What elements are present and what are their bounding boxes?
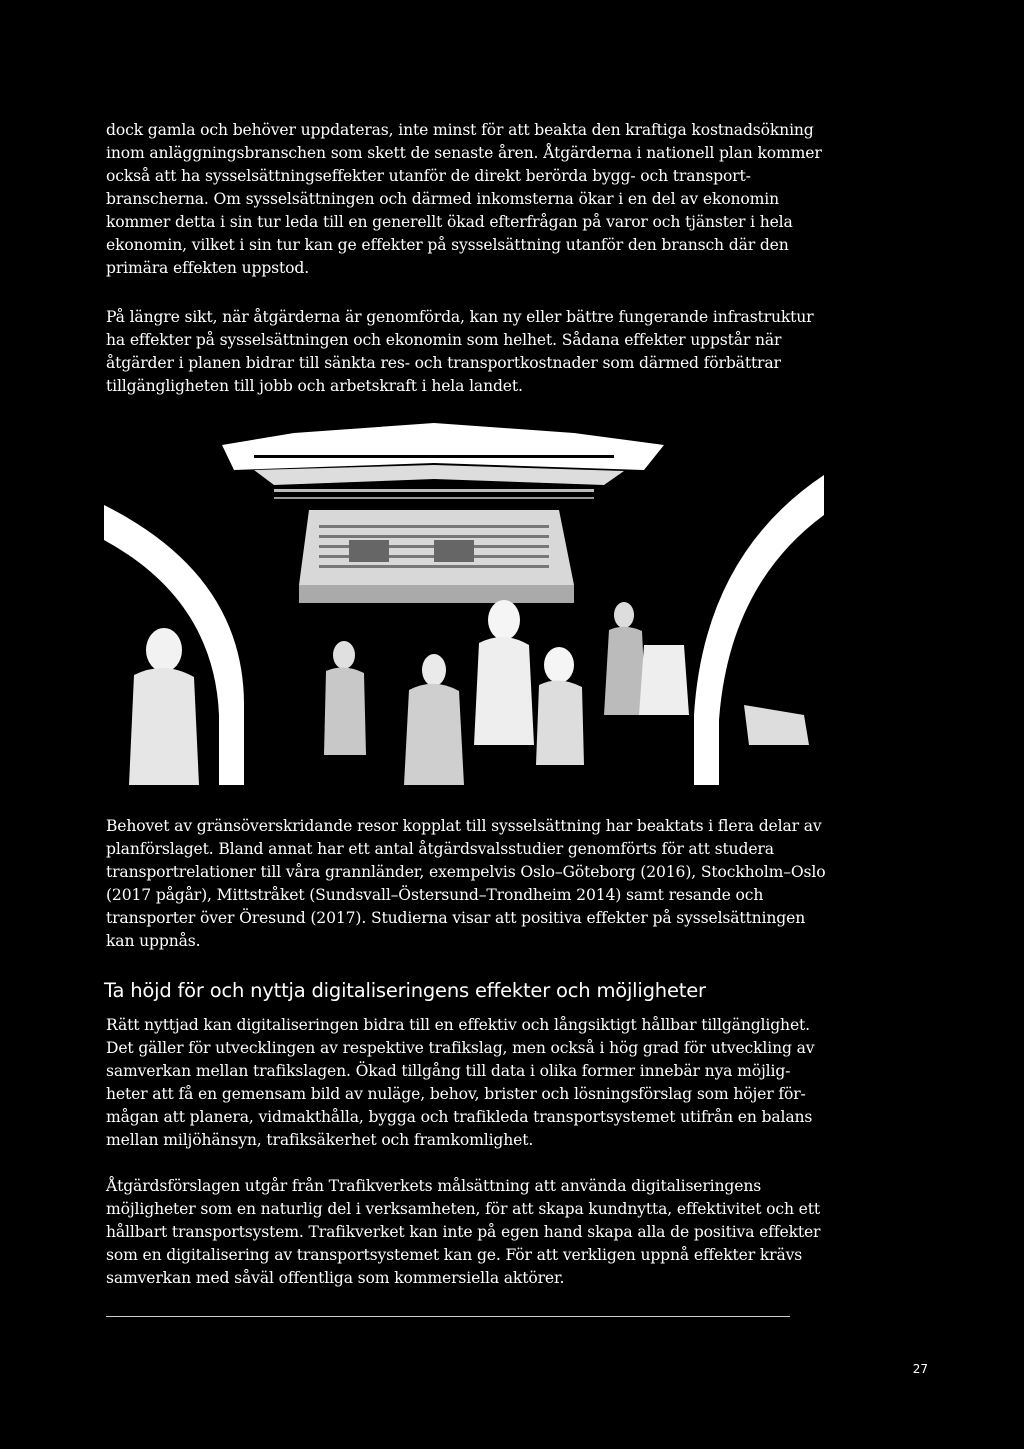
body-paragraph-cross-border: Behovet av gränsöverskridande resor kopplat till sysselsättning har beaktats i flera delar av planförslaget. Bland annat har ett antal åtgärdsvalsstudier genomförts för att studera transportrelationer till våra grannländer, exempelvis Oslo–Göteborg (2016), Stockholm–Oslo (2017 pågår), Mittstråket (Sundsvall–Östersund–Trondheim 2014) samt resande och transporter över Öresund (2017). Studierna visar att positiva effekter på sysselsättningen kan uppnås. (106, 817, 826, 950)
body-paragraph-long-term-effects: På längre sikt, när åtgärderna är genomförda, kan ny eller bättre fungerande infrastruktur ha effekter på sysselsättningen och ekonomin som helhet. Sådana effekter uppstår när åtgärder i planen bidrar till sänkta res- och transportkostnader som därmed förbättrar tillgängligheten till jobb och arbetskraft i hela landet. (106, 308, 814, 395)
footer-rule (106, 1316, 790, 1317)
page-number: 27 (912, 1362, 928, 1376)
station-platform-photo (104, 415, 824, 785)
body-paragraph-digitalisation: Rätt nyttjad kan digitaliseringen bidra till en effektiv och långsiktigt hållbar tillgänglighet. Det gäller för utvecklingen av respektive trafikslag, men också i hög grad för utveckling av samverkan mellan trafikslagen. Ökad tillgång till data i olika former innebär nya möjligheter att få en gemensam bild av nuläge, behov, brister och lösningsförslag som höjer förmågan att planera, vidmakthålla, bygga och trafikleda transportsystemet utifrån en balans mellan miljöhänsyn, trafiksäkerhet och framkomlighet. (106, 1016, 815, 1149)
section-heading: Ta höjd för och nyttja digitaliseringens effekter och möjligheter (104, 979, 706, 1002)
body-paragraph-measures: Åtgärdsförslagen utgår från Trafikverkets målsättning att använda digitaliseringens möjligheter som en naturlig del i verksamheten, för att skapa kundnytta, effektivitet och ett hållbart transportsystem. Trafikverket kan inte på egen hand skapa alla de positiva effekter som en digitalisering av transportsystemet kan ge. För att verkligen uppnå effekter krävs samverkan med såväl offentliga som kommersiella aktörer. (106, 1177, 821, 1287)
body-paragraph-employment-effects: dock gamla och behöver uppdateras, inte minst för att beakta den kraftiga kostnadsökning inom anläggningsbranschen som skett de senaste åren. Åtgärderna i nationell plan kommer också att ha sysselsättningseffekter utanför de direkt berörda bygg- och transportbranscherna. Om sysselsättningen och därmed inkomsterna ökar i en del av ekonomin kommer detta i sin tur leda till en generellt ökad efterfrågan på varor och tjänster i hela ekonomin, vilket i sin tur kan ge effekter på sysselsättning utanför den bransch där den primära effekten uppstod. (106, 121, 822, 277)
